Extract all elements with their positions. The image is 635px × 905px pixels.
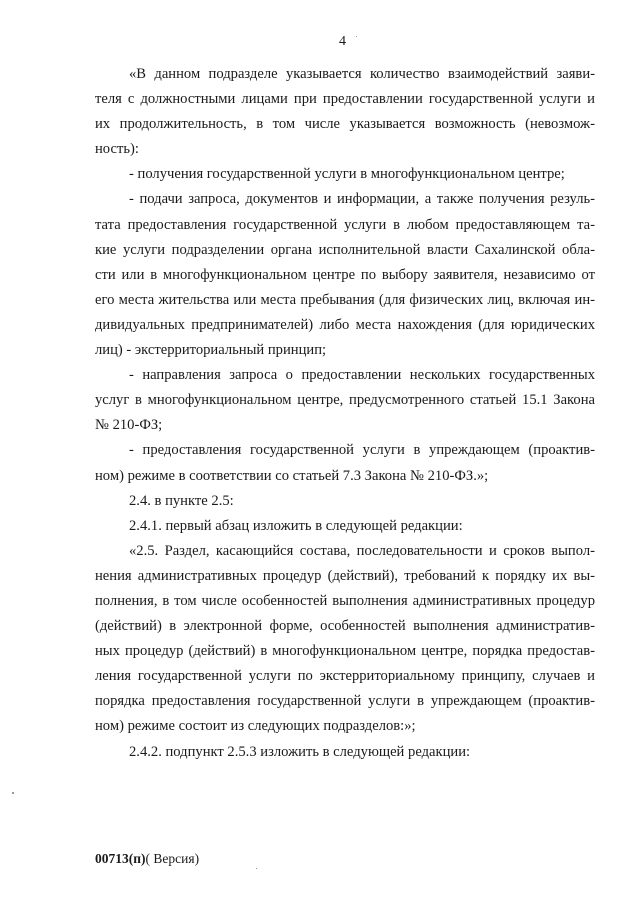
text-line: - подачи запроса, документов и информации, а также получения резуль- bbox=[129, 191, 595, 208]
text-line: дивидуальных предпринимателей) либо места нахождения (для юридических bbox=[95, 316, 595, 333]
document-version: ( Версия) bbox=[145, 851, 200, 866]
text-line: полнения, в том числе особенностей выполнения административных процедур bbox=[95, 592, 595, 609]
text-line: ных процедур (действий) в многофункциональном центре, порядка предостав- bbox=[95, 643, 595, 660]
text-line: 2.4.2. подпункт 2.5.3 изложить в следующей редакции: bbox=[129, 743, 471, 760]
document-body bbox=[95, 62, 595, 765]
text-line: лиц) - экстерриториальный принцип; bbox=[95, 342, 327, 359]
paragraph bbox=[95, 539, 595, 740]
paragraph bbox=[95, 363, 595, 438]
paragraph bbox=[95, 162, 595, 187]
scan-speck bbox=[356, 36, 357, 37]
text-line: услуг в многофункциональном центре, предусмотренного статьей 15.1 Закона bbox=[95, 392, 595, 409]
scan-speck bbox=[256, 868, 257, 869]
paragraph bbox=[95, 62, 595, 162]
text-line: нения административных процедур (действий), требований к порядку их вы- bbox=[95, 567, 595, 584]
page-number: 4 bbox=[339, 34, 346, 49]
text-line: их продолжительность, в том числе указывается возможность (невозмож- bbox=[95, 116, 595, 133]
text-line: (действий) в электронной форме, особенностей выполнения административ- bbox=[95, 618, 595, 635]
text-line: «2.5. Раздел, касающийся состава, последовательности и сроков выпол- bbox=[129, 542, 595, 559]
paragraph bbox=[95, 438, 595, 488]
text-line: тата предоставления государственной услуги в любом предоставляющем та- bbox=[95, 216, 595, 233]
text-line: ном) режиме состоит из следующих подразделов:»; bbox=[95, 718, 416, 735]
paragraph bbox=[95, 187, 595, 363]
text-line: сти или в многофункциональном центре по выбору заявителя, независимо от bbox=[95, 266, 595, 283]
document-code: 00713(п) bbox=[95, 851, 146, 866]
paragraph bbox=[95, 489, 595, 514]
text-line: порядка предоставления государственной услуги в упреждающем (проактив- bbox=[95, 693, 595, 710]
text-line: его места жительства или места пребывания (для физических лиц, включая ин- bbox=[95, 291, 595, 308]
paragraph bbox=[95, 514, 595, 539]
text-line: - предоставления государственной услуги в упреждающем (проактив- bbox=[129, 442, 595, 459]
scan-speck bbox=[12, 792, 14, 794]
text-line: № 210-ФЗ; bbox=[95, 417, 163, 434]
text-line: ность): bbox=[95, 141, 139, 158]
text-line: «В данном подразделе указывается количество взаимодействий заяви- bbox=[129, 66, 595, 82]
text-line: - получения государственной услуги в многофункциональном центре; bbox=[129, 166, 565, 183]
text-line: кие услуги подразделении органа исполнительной власти Сахалинской обла- bbox=[95, 241, 595, 258]
text-line: 2.4.1. первый абзац изложить в следующей редакции: bbox=[129, 517, 463, 534]
text-line: ном) режиме в соответствии со статьей 7.3 Закона № 210-ФЗ.»; bbox=[95, 467, 489, 484]
text-line: - направления запроса о предоставлении нескольких государственных bbox=[129, 367, 595, 384]
document-footer bbox=[95, 851, 199, 867]
text-line: 2.4. в пункте 2.5: bbox=[129, 492, 234, 509]
text-line: теля с должностными лицами при предоставлении государственной услуги и bbox=[95, 91, 595, 108]
paragraph bbox=[95, 740, 595, 765]
text-line: ления государственной услуги по экстерриториальному принципу, случаев и bbox=[95, 668, 595, 685]
